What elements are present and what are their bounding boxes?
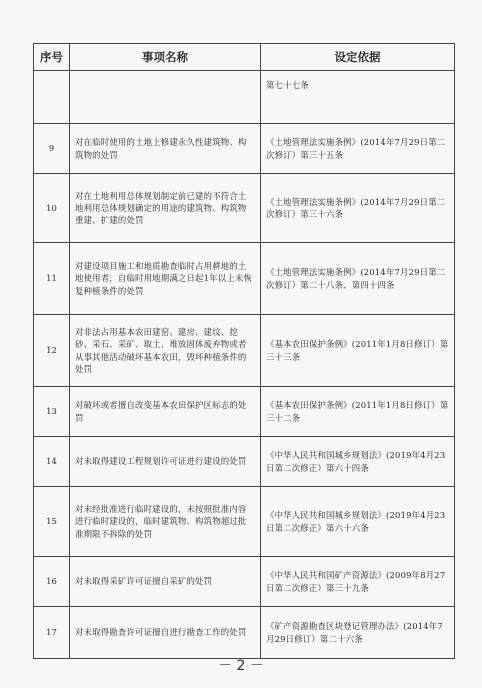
table-row <box>34 71 455 124</box>
table-row <box>34 174 455 243</box>
row-name: 对在临时使用的土地上修建永久性建筑物、构筑物的处罚 <box>70 124 261 174</box>
table-row <box>34 557 455 607</box>
row-basis: 第七十七条 <box>261 71 455 124</box>
row-num: 11 <box>34 243 70 315</box>
table-row <box>34 387 455 437</box>
row-name: 对未取得勘查许可证擅自进行勘查工作的处罚 <box>70 607 261 659</box>
row-name: 对未经批准进行临时建设的，未按照批准内容进行临时建设的，临时建筑物、构筑物超过批准期限不拆除的处罚 <box>70 487 261 557</box>
row-num: 14 <box>34 437 70 487</box>
row-name <box>70 71 261 124</box>
row-num: 16 <box>34 557 70 607</box>
row-basis: 《土地管理法实施条例》(2014年7月29日第二次修订）第二十八条、第四十四条 <box>261 243 455 315</box>
table-row <box>34 243 455 315</box>
header-name: 事项名称 <box>70 44 261 71</box>
table-row <box>34 315 455 387</box>
table-row <box>34 607 455 659</box>
row-num: 12 <box>34 315 70 387</box>
row-basis: 《中华人民共和国矿产资源法》(2009年8月27日第二次修正）第三十九条 <box>261 557 455 607</box>
row-num <box>34 71 70 124</box>
row-basis: 《土地管理法实施条例》(2014年7月29日第二次修订）第三十五条 <box>261 124 455 174</box>
row-num: 10 <box>34 174 70 243</box>
row-num: 13 <box>34 387 70 437</box>
row-num: 17 <box>34 607 70 659</box>
row-basis: 《基本农田保护条例》(2011年1月8日修订）第三十二条 <box>261 387 455 437</box>
row-name: 对破坏或者擅自改变基本农田保护区标志的处罚 <box>70 387 261 437</box>
row-basis: 《中华人民共和国城乡规划法》(2019年4月23日第二次修正）第六十六条 <box>261 487 455 557</box>
row-basis: 《基本农田保护条例》(2011年1月8日修订）第三十三条 <box>261 315 455 387</box>
table-row <box>34 124 455 174</box>
header-num: 序号 <box>34 44 70 71</box>
row-name: 对未取得采矿许可证擅自采矿的处罚 <box>70 557 261 607</box>
row-name: 对未取得建设工程规划许可证进行建设的处罚 <box>70 437 261 487</box>
page-number: － 2 － <box>218 658 264 674</box>
row-name: 对在土地利用总体规划制定前已建的不符合土地利用总体规划确定的用途的建筑物、构筑物重建、扩建的处罚 <box>70 174 261 243</box>
header-basis: 设定依据 <box>261 44 455 71</box>
row-name: 对建设项目施工和地质勘查临时占用耕地的土地使用者，自临时用地期满之日起1年以上未恢复种植条件的处罚 <box>70 243 261 315</box>
row-basis: 《中华人民共和国城乡规划法》(2019年4月23日第二次修正）第六十四条 <box>261 437 455 487</box>
regulation-table <box>33 43 455 659</box>
row-name: 对非法占用基本农田建窑、建房、建坟、挖砂、采石、采矿、取土、堆放固体废弃物或者从事其他活动破坏基本农田，毁坏种植条件的处罚 <box>70 315 261 387</box>
table-row <box>34 437 455 487</box>
row-num: 9 <box>34 124 70 174</box>
table-header-row <box>34 44 455 71</box>
row-basis: 《矿产资源勘查区块登记管理办法》(2014年7月29日修订）第二十六条 <box>261 607 455 659</box>
table-row <box>34 487 455 557</box>
row-basis: 《土地管理法实施条例》(2014年7月29日第二次修订）第三十六条 <box>261 174 455 243</box>
row-num: 15 <box>34 487 70 557</box>
